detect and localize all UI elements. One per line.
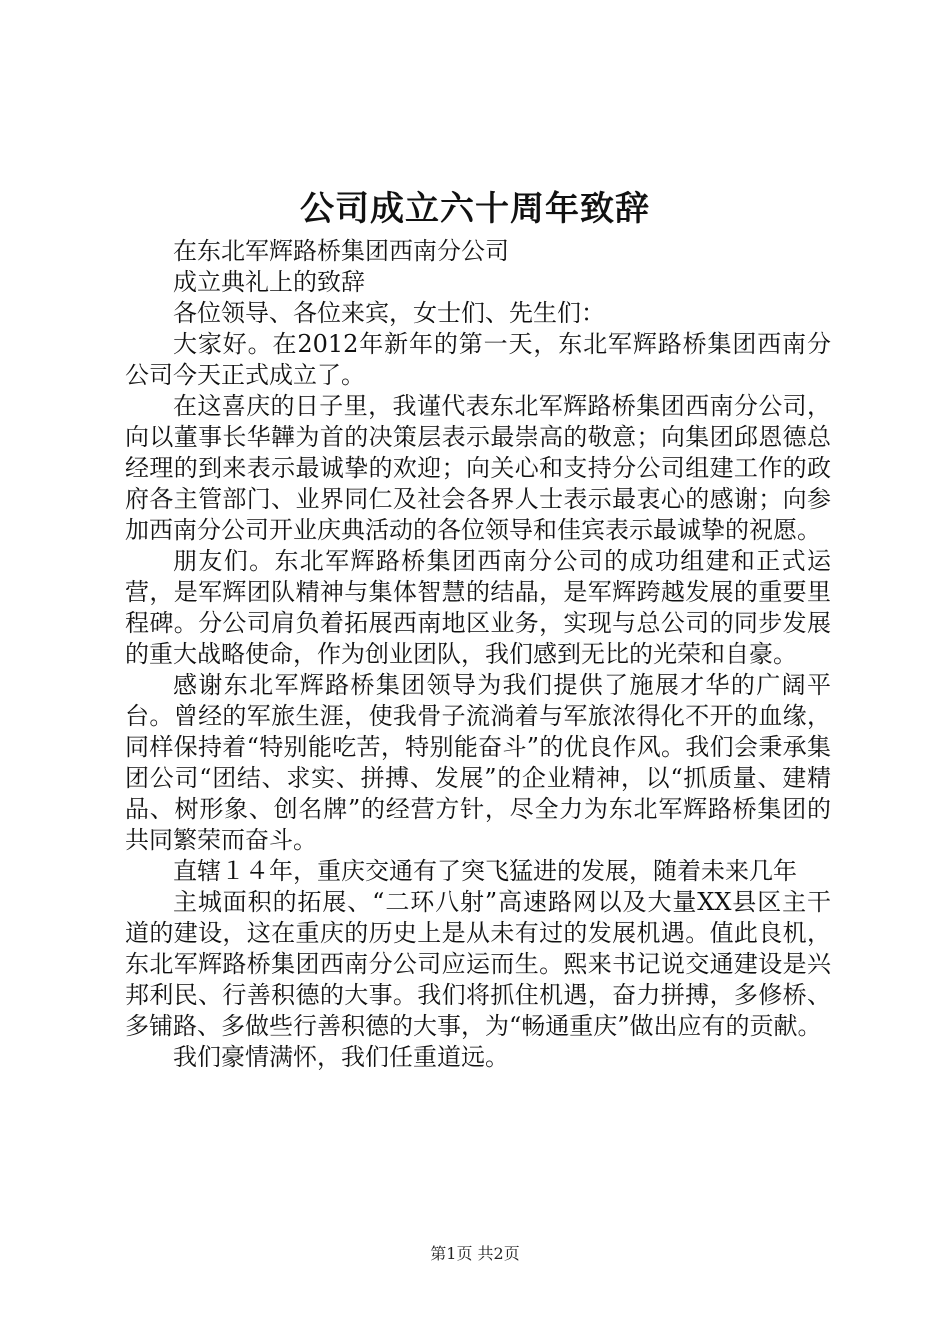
paragraph: 主城面积的拓展、“二环八射”高速路网以及大量XX县区主干道的建设，这在重庆的历史上是从未有过的发展机遇。值此良机，东北军辉路桥集团西南分公司应运而生。熙来书记说交通建设是兴邦利民、行善积德的大事。我们将抓住机遇，奋力拼搏，多修桥、多铺路、多做些行善积德的大事，为“畅通重庆”做出应有的贡献。 — [125, 888, 831, 1040]
paragraph: 在这喜庆的日子里，我谨代表东北军辉路桥集团西南分公司，向以董事长华韡为首的决策层表示最崇高的敬意；向集团邱恩德总经理的到来表示最诚挚的欢迎；向关心和支持分公司组建工作的政府各主管部门、业界同仁及社会各界人士表示最衷心的感谢；向参加西南分公司开业庆典活动的各位领导和佳宾表示最诚挚的祝愿。 — [125, 392, 831, 544]
paragraph: 朋友们。东北军辉路桥集团西南分公司的成功组建和正式运营，是军辉团队精神与集体智慧的结晶，是军辉跨越发展的重要里程碑。分公司肩负着拓展西南地区业务，实现与总公司的同步发展的重大战略使命，作为创业团队，我们感到无比的光荣和自豪。 — [125, 547, 831, 668]
paragraph: 成立典礼上的致辞 — [173, 268, 365, 296]
document-title: 公司成立六十周年致辞 — [300, 189, 650, 229]
paragraph: 我们豪情满怀，我们任重道远。 — [173, 1043, 509, 1071]
page-footer: 第1页 共2页 — [430, 1244, 520, 1263]
paragraph: 大家好。在2012年新年的第一天，东北军辉路桥集团西南分公司今天正式成立了。 — [125, 330, 831, 389]
paragraph: 在东北军辉路桥集团西南分公司 — [173, 237, 509, 265]
paragraph: 各位领导、各位来宾，女士们、先生们： — [173, 299, 605, 327]
paragraph: 感谢东北军辉路桥集团领导为我们提供了施展才华的广阔平台。曾经的军旅生涯，使我骨子流淌着与军旅浓得化不开的血缘，同样保持着“特别能吃苦，特别能奋斗”的优良作风。我们会秉承集团公司“团结、求实、拼搏、发展”的企业精神，以“抓质量、建精品、树形象、创名牌”的经营方针，尽全力为东北军辉路桥集团的共同繁荣而奋斗。 — [125, 671, 831, 854]
paragraph: 直辖１４年，重庆交通有了突飞猛进的发展，随着未来几年 — [173, 857, 797, 885]
document-body — [125, 236, 831, 1073]
